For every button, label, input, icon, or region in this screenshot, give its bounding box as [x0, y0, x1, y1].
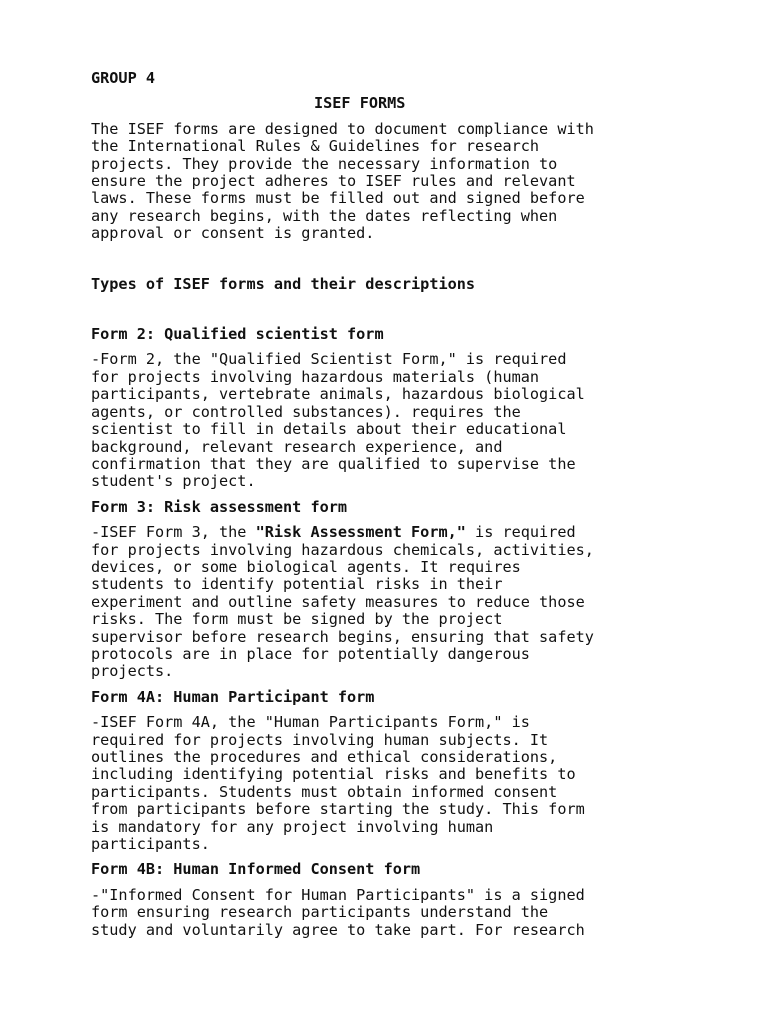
body-line: -"Informed Consent for Human Participants" is a signed: [91, 885, 585, 904]
body-line: for projects involving hazardous materials (human: [91, 367, 540, 386]
group-label: GROUP 4: [91, 69, 156, 87]
section-heading: Form 2: Qualified scientist form: [91, 325, 384, 344]
body-line: agents, or controlled substances). requires the: [91, 402, 521, 421]
section-body: [91, 524, 691, 681]
body-text: is required: [465, 523, 576, 542]
intro-line: The ISEF forms are designed to document compliance with: [91, 119, 594, 138]
intro-line: projects. They provide the necessary information to: [91, 154, 558, 173]
body-line: students to identify potential risks in their: [91, 575, 503, 594]
body-line: background, relevant research experience, and: [91, 437, 503, 456]
body-line-mixed: [91, 524, 691, 541]
section-form-3: [91, 499, 691, 681]
section-form-2: [91, 326, 691, 491]
intro-line: laws. These forms must be filled out and signed before: [91, 189, 585, 208]
body-text: -ISEF Form 3, the: [91, 523, 256, 542]
body-line: experiment and outline safety measures to reduce those: [91, 592, 585, 611]
body-line: confirmation that they are qualified to supervise the: [91, 454, 576, 473]
body-line: participants. Students must obtain informed consent: [91, 782, 558, 801]
body-line: form ensuring research participants understand the: [91, 903, 549, 922]
intro-line: any research begins, with the dates reflecting when: [91, 206, 558, 225]
document-page: [91, 70, 691, 947]
body-line: for projects involving hazardous chemicals, activities,: [91, 540, 594, 559]
body-line: devices, or some biological agents. It requires: [91, 557, 521, 576]
body-line: outlines the procedures and ethical considerations,: [91, 748, 558, 766]
body-line: supervisor before research begins, ensuring that safety: [91, 627, 594, 646]
body-line: protocols are in place for potentially dangerous: [91, 644, 530, 663]
body-line: -ISEF Form 4A, the "Human Participants Form," is: [91, 713, 530, 732]
body-line: participants.: [91, 835, 210, 854]
section-heading: Form 4A: Human Participant form: [91, 687, 375, 706]
bold-form-name: "Risk Assessment Form,": [255, 523, 466, 542]
intro-line: the International Rules & Guidelines for research: [91, 137, 540, 156]
body-line: including identifying potential risks and benefits to: [91, 765, 576, 784]
section-heading: Form 3: Risk assessment form: [91, 497, 348, 516]
document-title: ISEF FORMS: [314, 94, 406, 113]
section-body: [91, 351, 691, 490]
intro-paragraph: [91, 121, 691, 243]
section-form-4a: [91, 689, 691, 854]
section-body: [91, 714, 691, 853]
body-line: risks. The form must be signed by the project: [91, 610, 503, 629]
body-line: study and voluntarily agree to take part. For research: [91, 920, 585, 939]
section-form-4b: [91, 861, 691, 939]
section-body: [91, 887, 691, 939]
body-line: participants, vertebrate animals, hazardous biological: [91, 385, 585, 404]
intro-line: ensure the project adheres to ISEF rules and relevant: [91, 172, 576, 191]
section-heading: Form 4B: Human Informed Consent form: [91, 860, 421, 879]
intro-line: approval or consent is granted.: [91, 224, 375, 243]
body-line: -Form 2, the "Qualified Scientist Form," is required: [91, 350, 567, 369]
body-line: is mandatory for any project involving human: [91, 817, 494, 836]
body-line: scientist to fill in details about their educational: [91, 420, 567, 439]
body-line: student's project.: [91, 472, 256, 491]
body-line: projects.: [91, 662, 174, 681]
body-line: from participants before starting the study. This form: [91, 800, 585, 819]
types-heading: Types of ISEF forms and their descriptions: [91, 274, 476, 293]
body-line: required for projects involving human subjects. It: [91, 730, 549, 749]
